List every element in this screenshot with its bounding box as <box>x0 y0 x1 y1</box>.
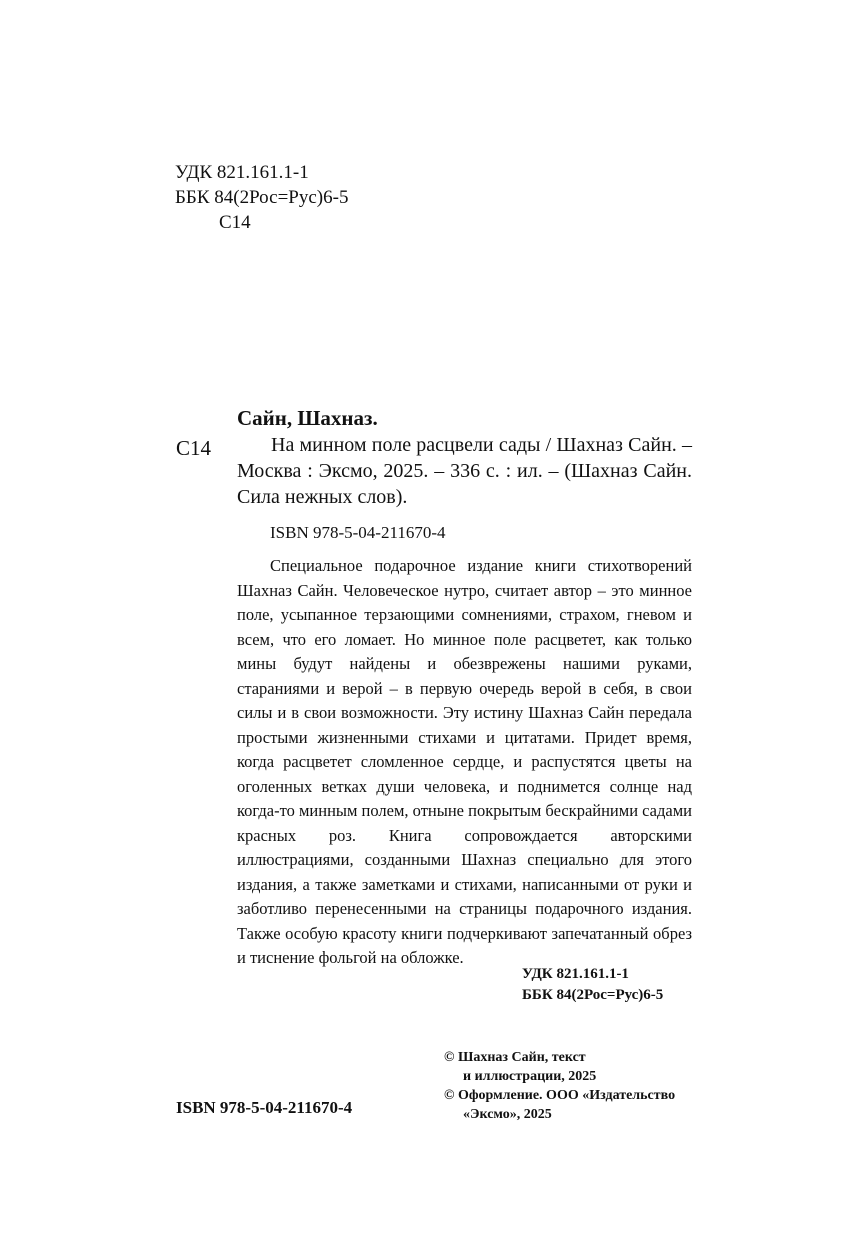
annotation: Специальное подарочное издание книги стихотворений Шахназ Сайн. Человеческое нутро, считает автор – это минное поле, усыпанное терзающими сомнениями, страхом, гневом и всем, что его ломает. Но минное поле расцветет, как только мины будут найдены и обезврежены нашими руками, стараниями и верой – в первую очередь верой в себя, в свои силы и в свои возможности. Эту истину Шахназ Сайн передала простыми жизненными стихами и цитатами. Придет время, когда расцветет сломленное сердце, и распустятся цветы на оголенных ветках души человека, и поднимется солнце над когда-то минным полем, отныне покрытым бескрайними садами красных роз. Книга сопровождается авторскими иллюстрациями, созданными Шахназ специально для этого издания, а также заметками и стихами, написанными от руки и заботливо перенесенными на страницы подарочного издания. Также особую красоту книги подчеркивают запечатанный обрез и тиснение фольгой на обложке. <box>237 556 692 967</box>
bibliographic-entry <box>237 404 692 971</box>
copyright-author: © Шахназ Сайн, текст <box>444 1050 586 1065</box>
side-cutter-mark: С14 <box>176 436 212 460</box>
bottom-isbn: ISBN 978-5-04-211670-4 <box>176 1098 353 1117</box>
title-statement: На минном поле расцвели сады / Шахназ Сайн. – Москва : Эксмо, 2025. – 336 с. : ил. – (Шахназ Сайн. Сила нежных слов). <box>237 434 692 508</box>
copyright-author-cont: и иллюстрации, 2025 <box>463 1069 597 1084</box>
footer-classification-codes <box>522 964 663 1006</box>
bbk-code: ББК 84(2Рос=Рус)6-5 <box>175 187 349 208</box>
footer-udk-code: УДК 821.161.1-1 <box>522 966 629 982</box>
author-heading: Сайн, Шахназ. <box>237 406 378 430</box>
footer-bbk-code: ББК 84(2Рос=Рус)6-5 <box>522 987 664 1003</box>
copyright-design-cont: «Эксмо», 2025 <box>463 1107 552 1122</box>
top-classification-codes <box>175 160 348 235</box>
entry-isbn: ISBN 978-5-04-211670-4 <box>270 523 446 542</box>
copyright-block <box>444 1048 714 1124</box>
udk-code: УДК 821.161.1-1 <box>175 162 309 183</box>
cutter-mark: С14 <box>219 212 251 233</box>
copyright-design: © Оформление. ООО «Издательство <box>444 1088 676 1103</box>
